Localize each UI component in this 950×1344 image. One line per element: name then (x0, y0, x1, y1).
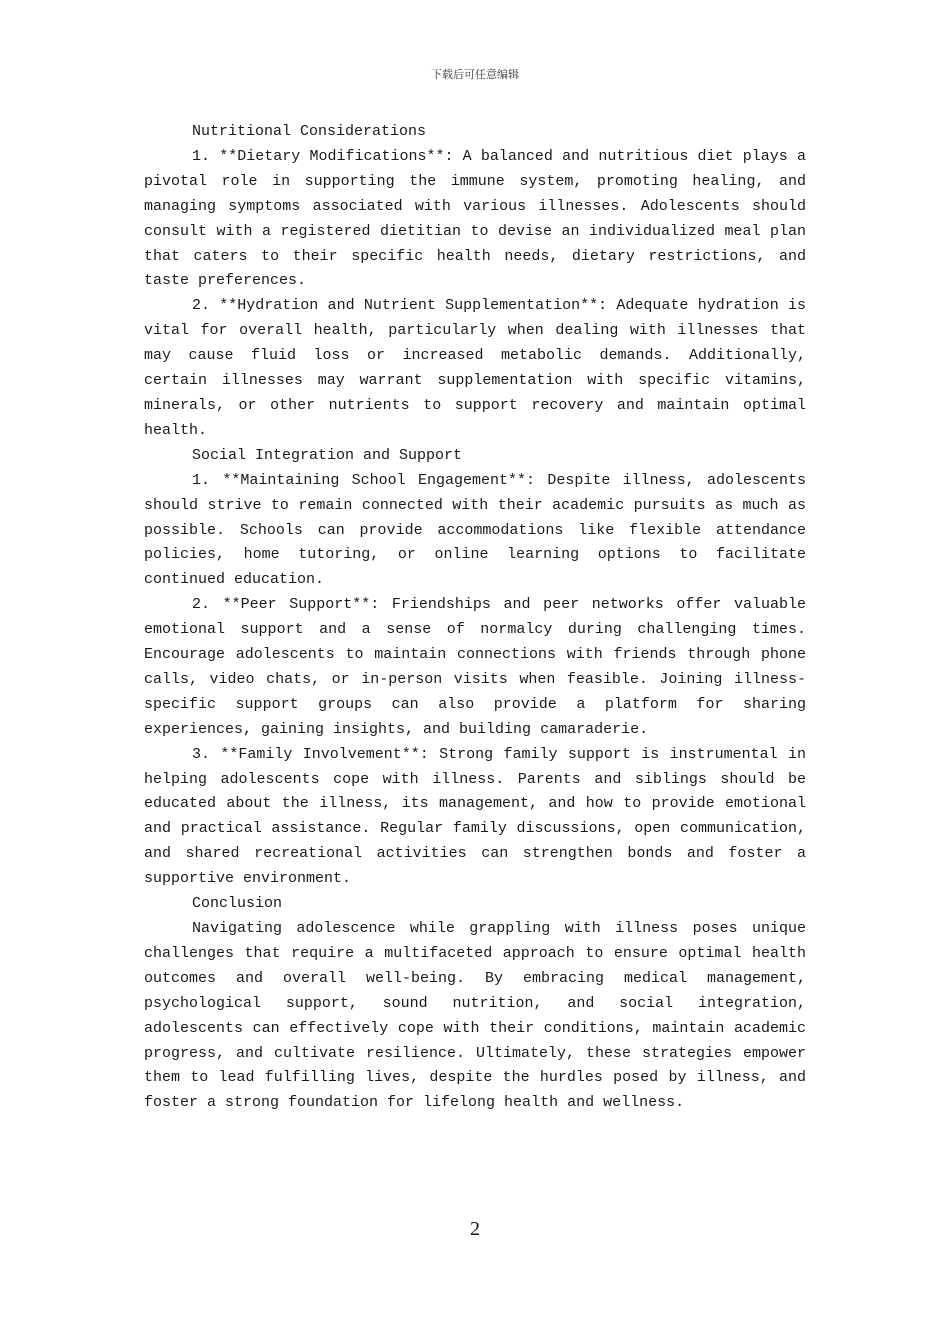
paragraph-school-engagement: 1. **Maintaining School Engagement**: Despite illness, adolescents should strive to remain connected with their academic pursuits as much as possible. Schools can provide accommodations like flexible attendance policies, home tutoring, or online learning options to facilitate continued education. (144, 471, 806, 589)
page-number: 2 (470, 1218, 480, 1240)
paragraph-family-involvement: 3. **Family Involvement**: Strong family support is instrumental in helping adolescents cope with illness. Parents and siblings should be educated about the illness, its management, and how to provide emotional and practical assistance. Regular family discussions, open communication, and shared recreational activities can strengthen bonds and foster a supportive environment. (144, 745, 806, 888)
paragraph-dietary-modifications: 1. **Dietary Modifications**: A balanced and nutritious diet plays a pivotal role in supporting the immune system, promoting healing, and managing symptoms associated with various illnesses. Adolescents should consult with a registered dietitian to devise an individualized meal plan that caters to their specific health needs, dietary restrictions, and taste preferences. (144, 147, 806, 290)
paragraph-hydration: 2. **Hydration and Nutrient Supplementation**: Adequate hydration is vital for overall health, particularly when dealing with illnesses that may cause fluid loss or increased metabolic demands. Additionally, certain illnesses may warrant supplementation with specific vitamins, minerals, or other nutrients to support recovery and maintain optimal health. (144, 297, 806, 439)
section-heading-nutrition: Nutritional Considerations (192, 123, 427, 140)
paragraph-peer-support: 2. **Peer Support**: Friendships and peer networks offer valuable emotional support and a sense of normalcy during challenging times. Encourage adolescents to maintain connections with friends through phone calls, video chats, or in-person visits when feasible. Joining illness-specific support groups can also provide a platform for sharing experiences, gaining insights, and building camaraderie. (144, 596, 806, 738)
section-heading-conclusion: Conclusion (192, 895, 283, 913)
document-body (144, 120, 806, 1116)
page-header-note: 下载后可任意编辑 (431, 68, 519, 81)
section-heading-social: Social Integration and Support (192, 446, 463, 464)
paragraph-conclusion: Navigating adolescence while grappling with illness poses unique challenges that require a multifaceted approach to ensure optimal health outcomes and overall well-being. By embracing medical management, psychological support, sound nutrition, and social integration, adolescents can effectively cope with their conditions, maintain academic progress, and cultivate resilience. Ultimately, these strategies empower them to lead fulfilling lives, despite the hurdles posed by illness, and foster a strong foundation for lifelong health and wellness. (144, 920, 806, 1112)
